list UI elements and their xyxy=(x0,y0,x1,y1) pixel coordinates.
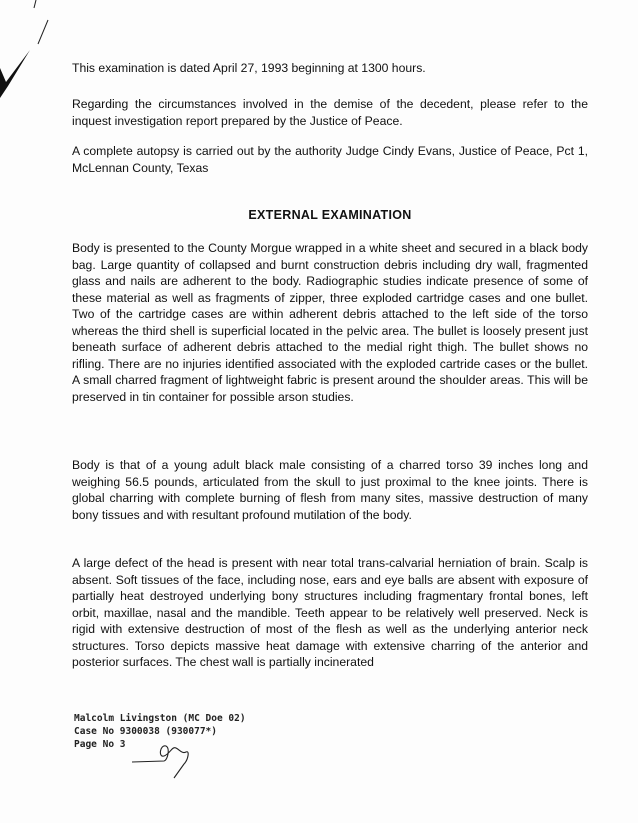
footer-name: Malcolm Livingston (MC Doe 02) xyxy=(74,713,246,724)
scan-artifact-mark xyxy=(0,0,60,110)
authority-paragraph: A complete autopsy is carried out by the authority Judge Cindy Evans, Justice of Peace, Pct 1, McLennan County, Texas xyxy=(72,144,588,175)
head-defect-paragraph: A large defect of the head is present with near total trans-calvarial herniation of brain. Scalp is absent. Soft tissues of the face, including nose, ears and eye balls are absent with exposure of partially heat destroyed underlying bony structures including fragmentary frontal bones, left orbit, maxillae, nasal and the mandible. Teeth appear to be relatively well preserved. Neck is rigid with extensive destruction of most of the flesh as well as the underlying anterior neck structures. Torso depicts massive heat damage with extensive charring of the anterior and posterior surfaces. The chest wall is partially incinerated xyxy=(72,556,588,669)
footer-page-number: Page No 3 xyxy=(74,739,126,750)
exam-date-paragraph: This examination is dated April 27, 1993 beginning at 1300 hours. xyxy=(72,61,426,75)
body-presentation-paragraph: Body is presented to the County Morgue wrapped in a white sheet and secured in a black body bag. Large quantity of collapsed and burnt construction debris including dry wall, fragmented glass and nails are adherent to the body. Radiographic studies indicate presence of some of these material as well as fragments of zipper, three exploded cartridge cases and one bullet. Two of the cartridge cases are within adherent debris attached to the left side of the torso whereas the third shell is superficial located in the pelvic area. The bullet is loosely present just beneath surface of adherent debris attached to the medial right thigh. The bullet shows no rifling. There are no injuries identified associated with the exploded cartride cases or the bullet. A small charred fragment of lightweight fabric is present around the shoulder areas. This will be preserved in tin container for possible arson studies. xyxy=(72,241,588,404)
handwritten-initials xyxy=(130,740,194,780)
footer-case-number: Case No 9300038 (930077*) xyxy=(74,726,217,737)
circumstances-paragraph: Regarding the circumstances involved in the demise of the decedent, please refer to the inquest investigation report prepared by the Justice of Peace. xyxy=(72,97,588,128)
body-description-paragraph: Body is that of a young adult black male consisting of a charred torso 39 inches long and weighing 56.5 pounds, articulated from the skull to just proximal to the knee joints. There is global charring with complete burning of flesh from many sites, massive destruction of many bony tissues and with resultant profound mutilation of the body. xyxy=(72,458,588,522)
section-heading: EXTERNAL EXAMINATION xyxy=(248,208,412,222)
